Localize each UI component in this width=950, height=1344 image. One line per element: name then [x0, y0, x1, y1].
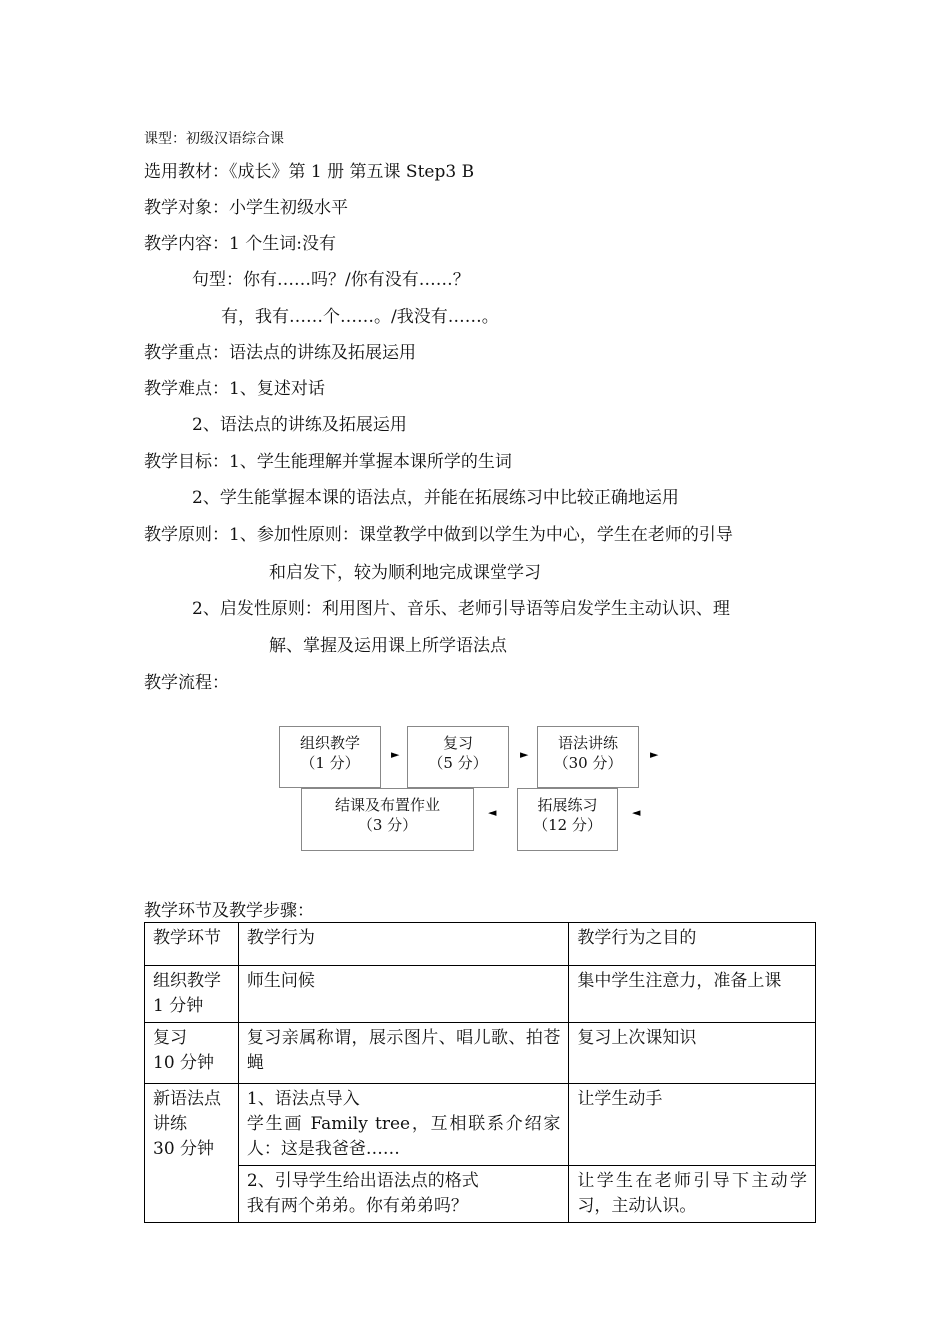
flow-box-time: （5 分） — [428, 754, 488, 772]
flow-box-extension — [517, 788, 618, 851]
stage-cell: 复习 10 分钟 — [145, 1023, 239, 1084]
flow-box-organize — [279, 726, 381, 788]
table-row — [145, 966, 816, 1023]
principle-line-2a: 2、启发性原则：利用图片、音乐、老师引导语等启发学生主动认识、理 — [192, 599, 730, 619]
table-row — [145, 1023, 816, 1084]
textbook-line: 选用教材：《成长》第 1 册 第五课 Step3 B — [144, 162, 475, 182]
flow-title: 教学流程： — [144, 673, 229, 693]
table-header-cell: 教学行为之目的 — [569, 923, 816, 966]
flow-box-label: 结课及布置作业 — [334, 796, 440, 814]
goal-line-1: 教学目标：1、学生能理解并掌握本课所学的生词 — [144, 452, 512, 472]
audience-line: 教学对象：小学生初级水平 — [144, 198, 348, 218]
action-cell: 1、语法点导入 学生画 Family tree，互相联系介绍家人：这是我爸爸…… — [238, 1084, 568, 1166]
table-header-cell: 教学环节 — [145, 923, 239, 966]
stage-cell: 新语法点 讲练 30 分钟 — [145, 1084, 239, 1223]
action-cell: 2、引导学生给出语法点的格式 我有两个弟弟。你有弟弟吗？ — [238, 1166, 568, 1223]
difficulty-line-1: 教学难点：1、复述对话 — [144, 379, 325, 399]
principle-line-1a: 教学原则：1、参加性原则：课堂教学中做到以学生为中心，学生在老师的引导 — [144, 525, 733, 545]
difficulty-line-2: 2、语法点的讲练及拓展运用 — [192, 415, 407, 435]
key-point-line: 教学重点：语法点的讲练及拓展运用 — [144, 343, 416, 363]
course-type: 课型：初级汉语综合课 — [144, 131, 284, 147]
flow-box-time: （3 分） — [357, 816, 418, 834]
pattern-line-2: 有，我有……个……。/我没有……。 — [221, 307, 499, 327]
flow-box-label: 拓展练习 — [537, 796, 598, 814]
action-cell: 复习亲属称谓，展示图片、唱儿歌、拍苍蝇 — [238, 1023, 568, 1084]
flow-arrow-right-icon: ► — [650, 748, 659, 761]
flow-box-label: 语法讲练 — [557, 734, 618, 752]
flow-arrow-left-icon: ◄ — [632, 806, 641, 819]
table-header-cell: 教学行为 — [238, 923, 568, 966]
flow-box-time: （30 分） — [553, 754, 623, 772]
flow-arrow-right-icon: ► — [520, 748, 529, 761]
flow-box-label: 复习 — [442, 734, 473, 752]
action-cell: 师生问候 — [238, 966, 568, 1023]
flow-box-closing — [301, 788, 474, 851]
table-row — [145, 1166, 816, 1223]
flow-arrow-right-icon: ► — [391, 748, 400, 761]
flow-box-label: 组织教学 — [299, 734, 360, 752]
principle-line-2b: 解、掌握及运用课上所学语法点 — [269, 636, 507, 656]
steps-table — [144, 922, 816, 1223]
purpose-cell: 集中学生注意力，准备上课 — [569, 966, 816, 1023]
pattern-line-1: 句型：你有……吗？/你有没有……？ — [192, 270, 470, 290]
flow-box-review — [407, 726, 509, 788]
steps-title: 教学环节及教学步骤： — [144, 901, 314, 921]
flow-box-time: （12 分） — [533, 816, 602, 834]
stage-cell: 组织教学 1 分钟 — [145, 966, 239, 1023]
table-header-row — [145, 923, 816, 966]
table-row — [145, 1084, 816, 1166]
content-line: 教学内容：1 个生词:没有 — [144, 234, 336, 254]
flow-box-grammar — [537, 726, 639, 788]
flow-arrow-left-icon: ◄ — [488, 806, 497, 819]
principle-line-1b: 和启发下，较为顺利地完成课堂学习 — [269, 563, 541, 583]
purpose-cell: 复习上次课知识 — [569, 1023, 816, 1084]
purpose-cell: 让学生在老师引导下主动学习，主动认识。 — [569, 1166, 816, 1223]
goal-line-2: 2、学生能掌握本课的语法点，并能在拓展练习中比较正确地运用 — [192, 488, 679, 508]
purpose-cell: 让学生动手 — [569, 1084, 816, 1166]
flow-box-time: （1 分） — [300, 754, 360, 772]
